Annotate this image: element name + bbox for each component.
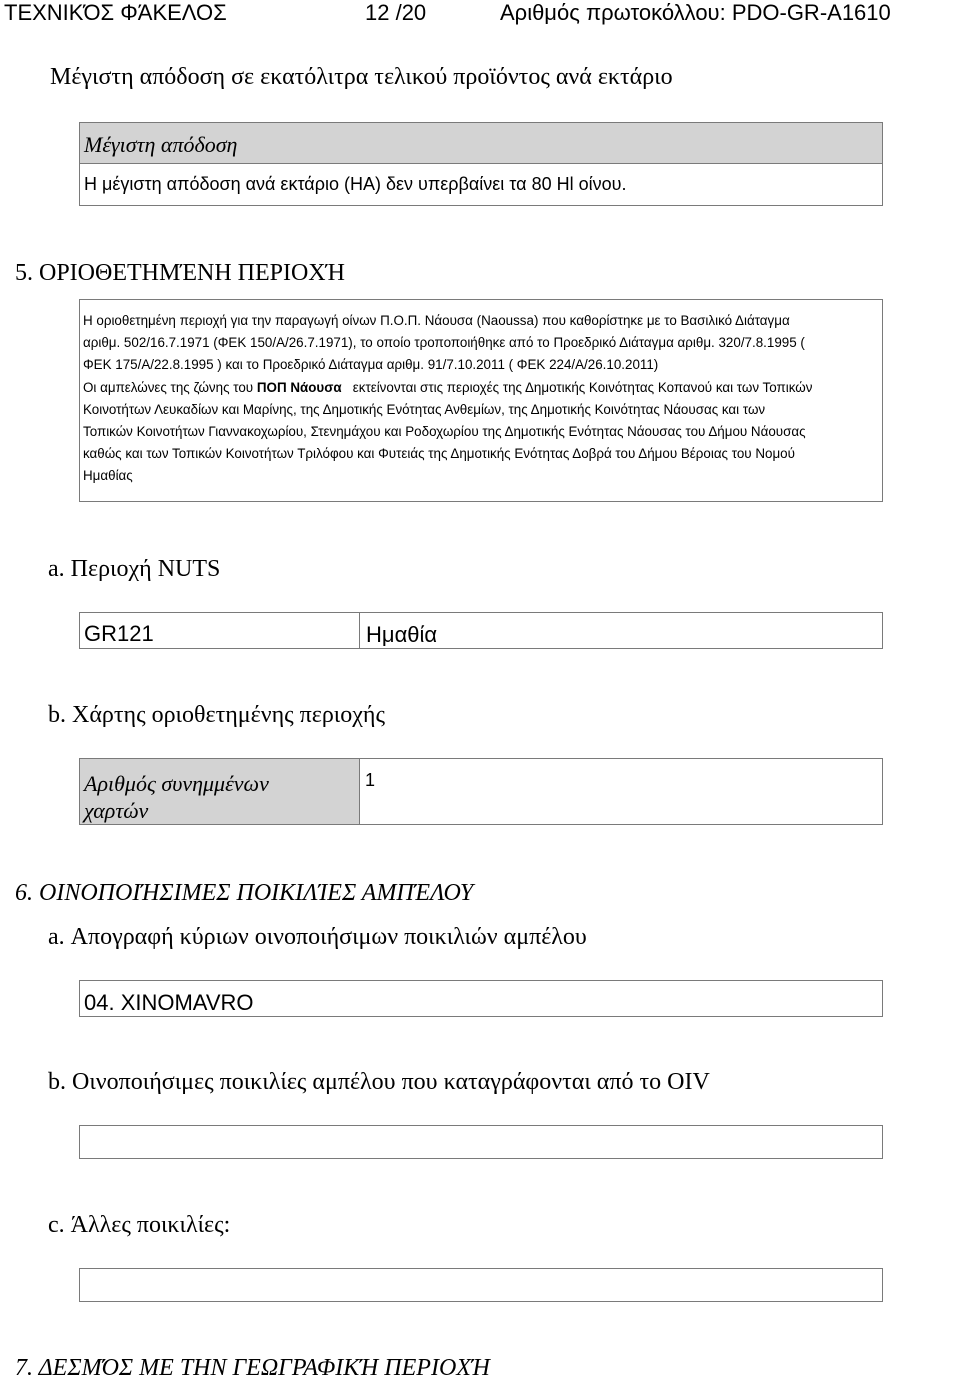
max-yield-box xyxy=(79,122,883,206)
section-6-heading: 6. ΟΙΝΟΠΟΙΉΣΙΜΕΣ ΠΟΙΚΙΛΊΕΣ ΑΜΠΈΛΟΥ xyxy=(15,880,474,906)
nuts-box xyxy=(79,612,883,649)
other-varieties-box xyxy=(79,1268,883,1302)
map-label-line: χαρτών xyxy=(84,798,149,823)
area-text: Οι αμπελώνες της ζώνης του xyxy=(83,379,254,395)
main-varieties-heading: a. Απογραφή κύριων οινοποιήσιμων ποικιλιών αμπέλου xyxy=(48,924,587,950)
map-label-line: Αριθμός συνημμένων xyxy=(84,771,269,796)
protocol-number: Αριθμός πρωτοκόλλου: PDO-GR-A1610 xyxy=(500,0,891,25)
document-title: ΤΕΧΝΙΚΌΣ ΦΆΚΕΛΟΣ xyxy=(4,0,227,25)
area-line: καθώς και των Τοπικών Κοινοτήτων Τριλόφου και Φυτειάς της Δημοτικής Ενότητας Δοβρά του Δήμου Βέροιας του Νομού xyxy=(83,446,795,462)
pdo-name: ΠΟΠ Νάουσα xyxy=(256,379,342,395)
area-text: εκτείνονται στις περιοχές της Δημοτικής Κοινότητας Κοπανού και των Τοπικών xyxy=(352,379,813,395)
max-yield-text: Η μέγιστη απόδοση ανά εκτάριο (HA) δεν υπερβαίνει τα 80 Hl οίνου. xyxy=(84,174,627,194)
nuts-code: GR121 xyxy=(84,621,154,646)
max-yield-heading: Μέγιστη απόδοση σε εκατόλιτρα τελικού προϊόντος ανά εκτάριο xyxy=(50,64,673,90)
area-line: Κοινοτήτων Λευκαδίων και Μαρίνης, της Δημοτικής Ενότητας Ανθεμίων, της Δημοτικής Κοινότητας Νάουσας και των xyxy=(83,401,766,417)
max-yield-label-row xyxy=(80,123,882,164)
page-number: 12 /20 xyxy=(365,0,427,25)
variety-box xyxy=(79,980,883,1017)
map-label xyxy=(84,770,269,824)
other-varieties-heading: c. Άλλες ποικιλίες: xyxy=(48,1212,231,1238)
max-yield-label: Μέγιστη απόδοση xyxy=(84,132,238,157)
variety-name: 04. XINOMAVRO xyxy=(84,990,254,1015)
area-line xyxy=(83,377,882,399)
oiv-varieties-heading: b. Οινοποιήσιμες ποικιλίες αμπέλου που καταγράφονται από το OIV xyxy=(48,1069,710,1095)
section-7-heading: 7. ΔΕΣΜΌΣ ΜΕ ΤΗΝ ΓΕΩΓΡΑΦΙΚΉ ΠΕΡΙΟΧΉ xyxy=(15,1355,490,1381)
nuts-heading: a. Περιοχή NUTS xyxy=(48,556,221,582)
oiv-varieties-box xyxy=(79,1125,883,1159)
area-line: Η οριοθετημένη περιοχή για την παραγωγή οίνων Π.Ο.Π. Νάουσα (Naoussa) που καθορίστηκε με το Βασιλικό Διάταγμα xyxy=(83,313,790,328)
nuts-code-cell xyxy=(80,613,360,648)
map-label-cell xyxy=(80,759,360,824)
section-5-heading: 5. ΟΡΙΟΘΕΤΗΜΈΝΗ ΠΕΡΙΟΧΉ xyxy=(15,260,346,286)
area-line: αριθμ. 502/16.7.1971 (ΦΕΚ 150/Α/26.7.1971), το οποίο τροποποιήθηκε από το Προεδρικό Διάταγμα αριθμ. 320/7.8.1995 ( xyxy=(83,335,805,351)
delimited-area-box xyxy=(79,299,883,502)
map-count: 1 xyxy=(365,770,376,790)
nuts-region: Ημαθία xyxy=(366,622,438,647)
area-line: Ημαθίας xyxy=(83,468,133,484)
area-line: ΦΕΚ 175/Α/22.8.1995 ) και το Προεδρικό Διάταγμα αριθμ. 91/7.10.2011 ( ΦΕΚ 224/Α/26.10.2011) xyxy=(83,357,659,373)
area-line: Τοπικών Κοινοτήτων Γιαννακοχωρίου, Στενημάχου και Ροδοχωρίου της Δημοτικής Ενότητας Νάουσας του Δήμου Νάουσας xyxy=(83,424,806,440)
map-heading: b. Χάρτης οριοθετημένης περιοχής xyxy=(48,702,385,728)
map-box xyxy=(79,758,883,825)
